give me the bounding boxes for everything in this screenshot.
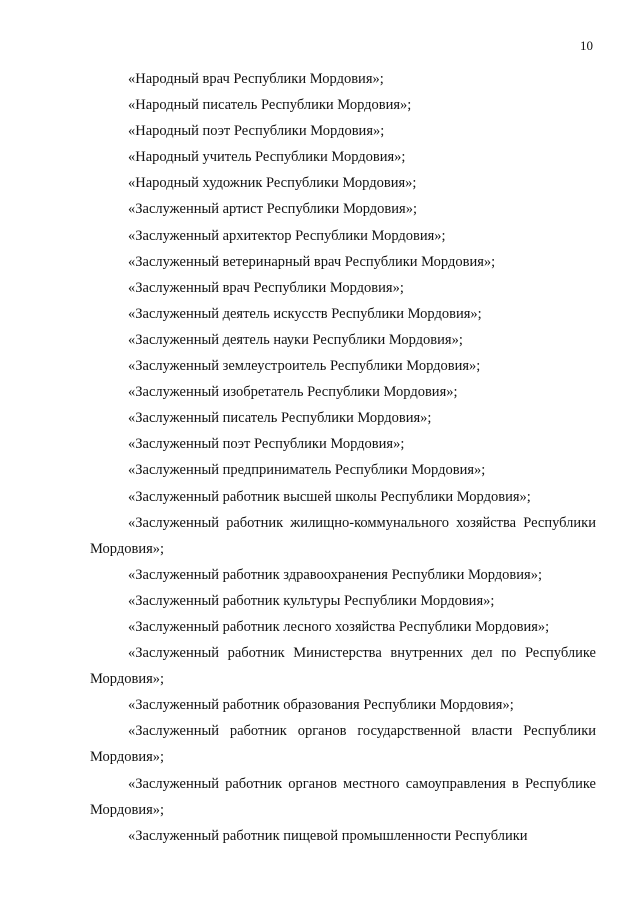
list-item: «Народный поэт Республики Мордовия»; bbox=[128, 123, 385, 140]
list-item: «Заслуженный работник культуры Республики Мордовия»; bbox=[128, 592, 495, 609]
list-item: «Народный писатель Республики Мордовия»; bbox=[128, 97, 412, 114]
list-item: «Заслуженный деятель науки Республики Мордовия»; bbox=[128, 331, 463, 348]
list-item: «Заслуженный изобретатель Республики Мордовия»; bbox=[128, 384, 458, 401]
page-number: 10 bbox=[580, 38, 593, 53]
list-item: «Заслуженный работник Министерства внутренних дел по Республике Мордовия»; bbox=[90, 645, 596, 688]
list-item: «Заслуженный деятель искусств Республики Мордовия»; bbox=[128, 305, 482, 322]
list-item: «Народный врач Республики Мордовия»; bbox=[128, 71, 384, 87]
list-item: «Заслуженный работник высшей школы Республики Мордовия»; bbox=[128, 488, 531, 505]
list-item: «Заслуженный работник жилищно-коммунального хозяйства Республики Мордовия»; bbox=[90, 514, 596, 557]
list-item: «Заслуженный работник органов государственной власти Республики Мордовия»; bbox=[90, 723, 596, 766]
document-body bbox=[90, 66, 596, 849]
list-item: «Заслуженный работник образования Республики Мордовия»; bbox=[128, 697, 514, 714]
list-item: «Заслуженный писатель Республики Мордовия»; bbox=[128, 410, 432, 427]
list-item: «Заслуженный работник пищевой промышленности Республики bbox=[128, 827, 528, 844]
list-item: «Заслуженный архитектор Республики Мордовия»; bbox=[128, 227, 446, 244]
list-item: «Заслуженный землеустроитель Республики Мордовия»; bbox=[128, 358, 481, 375]
list-item: «Народный учитель Республики Мордовия»; bbox=[128, 149, 406, 166]
list-item: «Заслуженный работник здравоохранения Республики Мордовия»; bbox=[128, 566, 542, 583]
list-item: «Народный художник Республики Мордовия»; bbox=[128, 175, 417, 192]
list-item: «Заслуженный ветеринарный врач Республики Мордовия»; bbox=[128, 253, 496, 270]
list-item: «Заслуженный поэт Республики Мордовия»; bbox=[128, 436, 405, 453]
list-item: «Заслуженный врач Республики Мордовия»; bbox=[128, 279, 404, 296]
list-item: «Заслуженный предприниматель Республики Мордовия»; bbox=[128, 462, 486, 479]
list-item: «Заслуженный артист Республики Мордовия»; bbox=[128, 201, 417, 218]
list-item: «Заслуженный работник органов местного самоуправления в Республике Мордовия»; bbox=[90, 775, 596, 818]
list-item: «Заслуженный работник лесного хозяйства Республики Мордовия»; bbox=[128, 618, 550, 635]
